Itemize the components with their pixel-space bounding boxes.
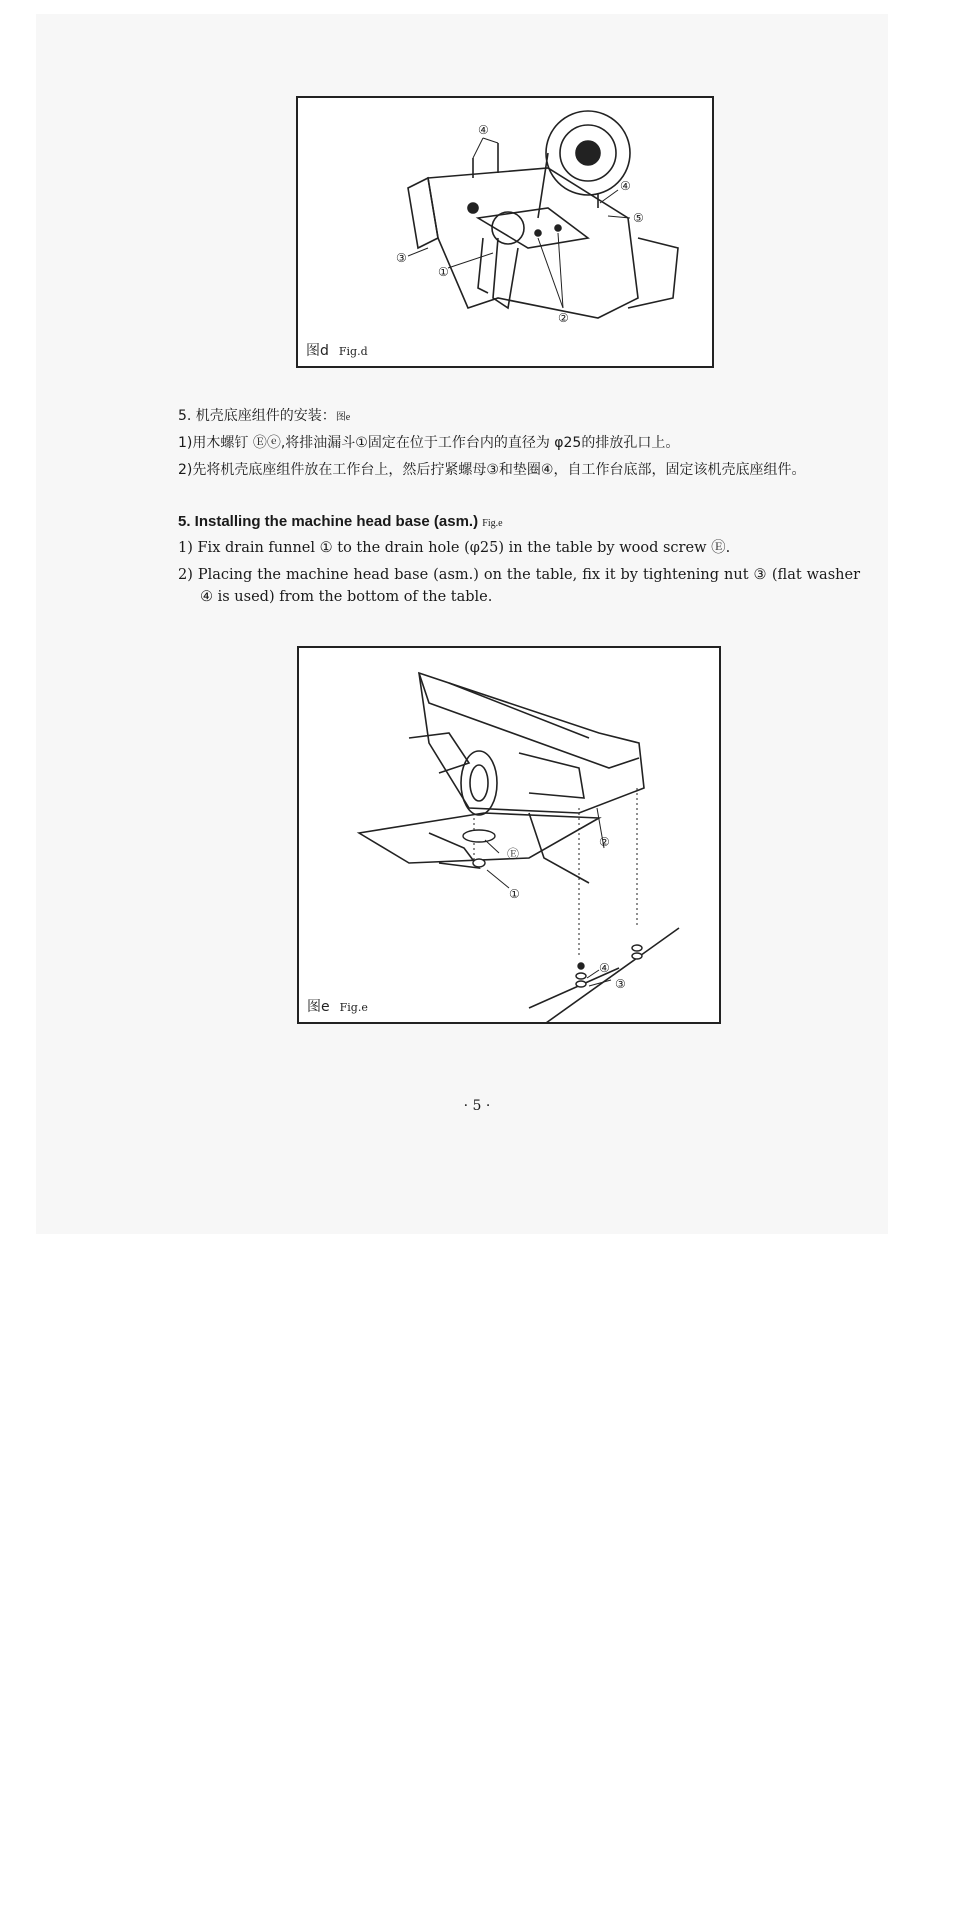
page-number: · 5 ·	[463, 1098, 491, 1114]
section-zh-heading: 5. 机壳底座组件的安装：图e	[178, 408, 351, 424]
callout-d-2: ④	[620, 179, 631, 193]
callout-d-6: ②	[558, 311, 569, 325]
callout-d-5: ①	[438, 265, 449, 279]
callout-e-4: ④	[599, 961, 610, 975]
figure-d-caption: 图d Fig.d	[306, 343, 368, 359]
figure-e	[297, 646, 721, 1024]
callout-e-2: ②	[599, 835, 610, 849]
callout-e-1: Ⓔ	[507, 847, 520, 861]
section-en-step-2: 2) Placing the machine head base (asm.) on the table, fix it by tightening nut ③ (flat washer ④ is used) from the bottom of the table.	[178, 567, 860, 605]
callout-d-1: ④	[478, 123, 489, 137]
section-zh-step-1: 1)用木螺钉 Ⓔⓔ,将排油漏斗①固定在位于工作台内的直径为 φ25的排放孔口上。	[178, 435, 680, 451]
section-en-step-1: 1) Fix drain funnel ① to the drain hole (φ25) in the table by wood screw Ⓔ.	[178, 540, 731, 556]
callout-d-3: ⑤	[633, 211, 644, 225]
callout-e-5: ③	[615, 977, 626, 991]
callout-d-4: ③	[396, 251, 407, 265]
section-en-heading: 5. Installing the machine head base (asm.) Fig.e	[178, 513, 503, 530]
callout-e-3: ①	[509, 887, 520, 901]
figure-d-illustration	[298, 98, 712, 366]
figure-d	[296, 96, 714, 368]
section-zh-step-2: 2)先将机壳底座组件放在工作台上，然后拧紧螺母③和垫圈④，自工作台底部，固定该机壳底座组件。	[178, 462, 806, 478]
figure-e-caption: 图e Fig.e	[307, 999, 368, 1015]
figure-e-illustration	[299, 648, 719, 1022]
